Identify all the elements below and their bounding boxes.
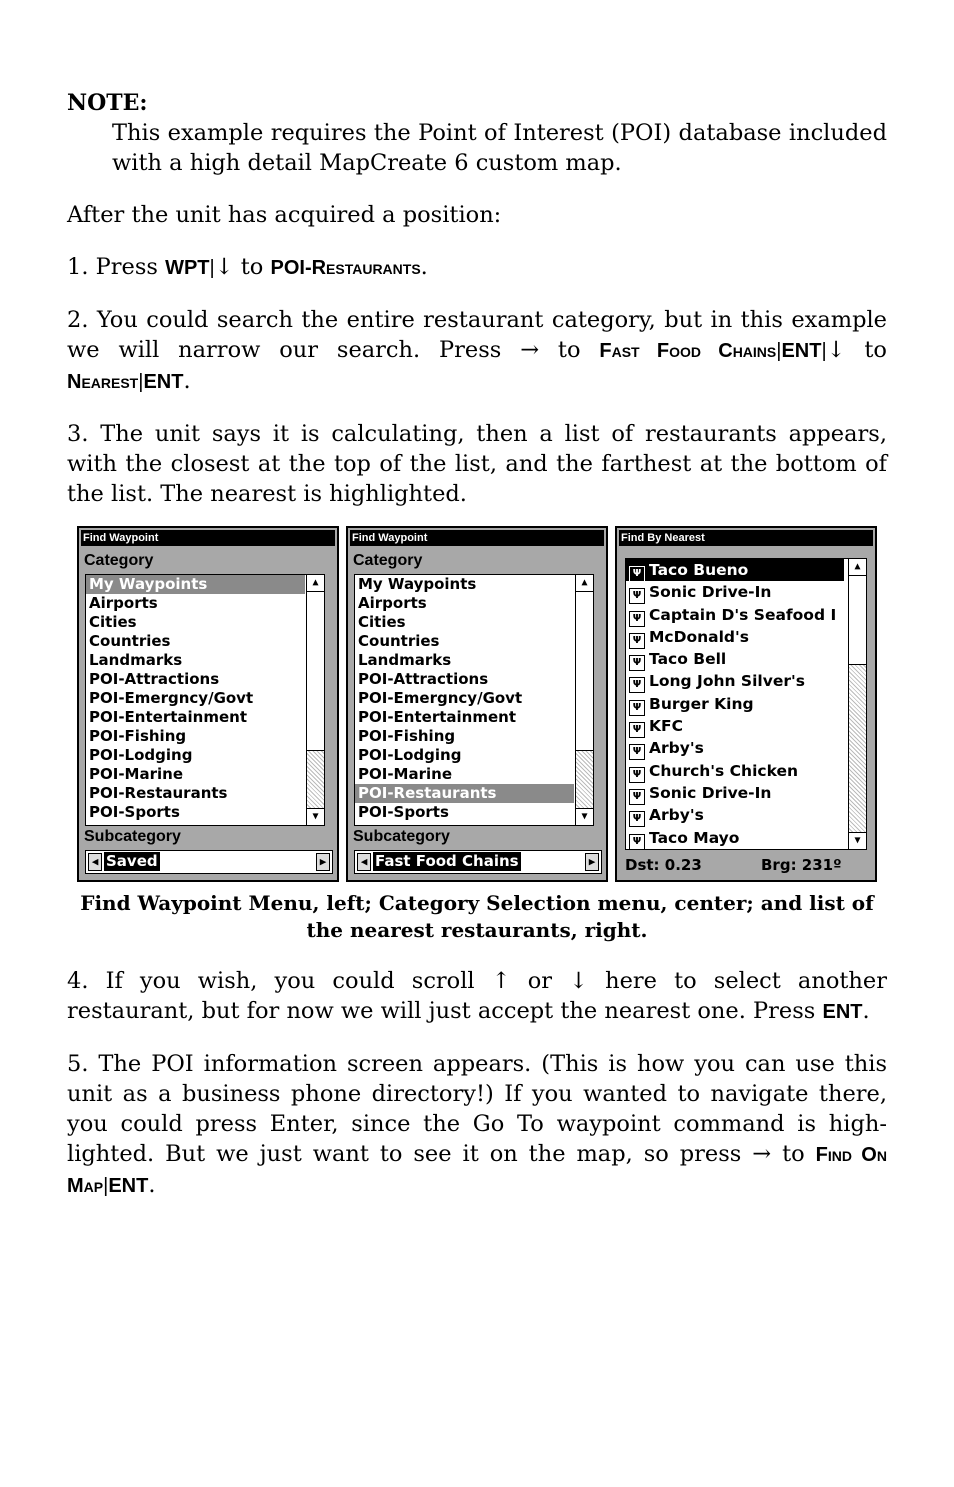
category-list[interactable] <box>354 574 594 826</box>
bearing-readout: Brg: 231º <box>761 856 842 874</box>
list-item[interactable] <box>626 782 866 804</box>
list-item[interactable]: POI-Sports <box>89 803 180 821</box>
document-body <box>67 88 887 509</box>
list-item[interactable]: POI-Emergncy/Govt <box>358 689 523 707</box>
restaurant-icon: Ψ <box>629 789 645 805</box>
list-item[interactable] <box>626 804 866 826</box>
category-label: Category <box>84 552 154 569</box>
list-item[interactable] <box>626 648 866 670</box>
down-arrow-icon: ↓ <box>214 254 234 280</box>
step-5-to: to <box>771 1141 816 1167</box>
scroll-up-icon[interactable]: ▲ <box>307 575 324 592</box>
restaurant-icon: Ψ <box>629 834 645 850</box>
figure-caption: Find Waypoint Menu, left; Category Selection menu, center; and list of the nearest restaurants, right. <box>80 891 874 942</box>
list-item[interactable]: POI-Emergncy/Govt <box>89 689 254 707</box>
list-item[interactable] <box>626 559 844 581</box>
restaurant-icon: Ψ <box>629 611 645 627</box>
right-arrow-icon[interactable]: ▶ <box>316 853 330 871</box>
list-item[interactable]: POI-Marine <box>89 765 183 783</box>
list-item[interactable]: My Waypoints <box>86 575 305 594</box>
restaurant-icon: Ψ <box>629 700 645 716</box>
right-arrow-icon[interactable]: ▶ <box>585 853 599 871</box>
list-item[interactable] <box>626 670 866 692</box>
left-arrow-icon[interactable]: ◀ <box>88 853 102 871</box>
subcategory-value: Saved <box>106 852 158 870</box>
list-item[interactable] <box>626 715 866 737</box>
intro-text: After the unit has acquired a position: <box>67 202 502 228</box>
list-item[interactable]: POI-Attractions <box>89 670 220 688</box>
list-item[interactable]: Cities <box>358 613 406 631</box>
step-5-end: . <box>148 1172 156 1198</box>
down-arrow-icon: ↓ <box>826 337 846 363</box>
list-item[interactable]: Countries <box>89 632 171 650</box>
key-ent: ENT <box>822 1001 863 1023</box>
key-ent: ENT <box>108 1175 149 1197</box>
list-item-label: Captain D's Seafood I <box>649 605 837 624</box>
restaurant-icon: Ψ <box>629 633 645 649</box>
distance-readout: Dst: 0.23 <box>625 856 702 874</box>
step-3: 3. The unit says it is calculating, then a list of restaurants appears, with the closest at the top of the list, and the farthest at the bottom of the list. The nearest is highlighted. <box>67 421 887 507</box>
list-item[interactable]: Landmarks <box>89 651 183 669</box>
separator: | <box>103 1175 109 1197</box>
scroll-up-icon[interactable]: ▲ <box>849 559 866 576</box>
subcategory-label: Subcategory <box>84 828 181 845</box>
screen-title: Find Waypoint <box>350 530 604 546</box>
list-item[interactable]: POI-Entertainment <box>89 708 247 726</box>
restaurant-icon: Ψ <box>629 566 645 582</box>
document-body-continued <box>67 966 887 1201</box>
screen-find-waypoint-center <box>346 526 608 882</box>
separator: | <box>821 340 827 362</box>
list-item-label: Arby's <box>649 806 704 825</box>
list-item[interactable]: POI-Lodging <box>358 746 462 764</box>
screen-title: Find Waypoint <box>81 530 335 546</box>
step-4 <box>67 966 887 1027</box>
screen-find-waypoint-left <box>77 526 339 882</box>
list-item[interactable] <box>626 737 866 759</box>
note-title: NOTE: <box>67 90 148 116</box>
step-2-text: 2. You could search the entire restaurant category, but in this example we will narrow our search. Press <box>67 307 887 363</box>
scroll-down-icon[interactable]: ▼ <box>849 832 866 849</box>
step-5 <box>67 1049 887 1201</box>
list-item[interactable]: Cities <box>89 613 137 631</box>
separator: | <box>209 257 215 279</box>
key-poi-restaurants: POI-Restaurants <box>270 257 421 279</box>
left-arrow-icon[interactable]: ◀ <box>357 853 371 871</box>
key-find-on-map: Find On Map <box>67 1144 887 1197</box>
list-item[interactable]: POI-Entertainment <box>358 708 516 726</box>
list-item-label: Sonic Drive-In <box>649 783 772 802</box>
list-item[interactable]: Airports <box>358 594 427 612</box>
subcategory-selector[interactable] <box>354 850 602 874</box>
category-list[interactable] <box>85 574 325 826</box>
scroll-thumb[interactable] <box>576 591 593 751</box>
list-item[interactable]: POI-Attractions <box>358 670 489 688</box>
subcategory-label: Subcategory <box>353 828 450 845</box>
restaurant-icon: Ψ <box>629 722 645 738</box>
nearest-list[interactable] <box>625 558 867 850</box>
restaurant-icon: Ψ <box>629 677 645 693</box>
restaurant-icon: Ψ <box>629 744 645 760</box>
step-2-to: to <box>539 337 600 363</box>
subcategory-value: Fast Food Chains <box>375 852 519 870</box>
step-4-text: 4. If you wish, you could scroll ↑ or ↓ here to select another restaurant, but for now we will just accept the nearest one. Press <box>67 968 887 1024</box>
list-item[interactable]: POI-Lodging <box>89 746 193 764</box>
step-1-to: to <box>233 254 271 280</box>
note-body: This example requires the Point of Interest (POI) database included with a high detail MapCreate 6 custom map. <box>112 120 887 176</box>
scroll-thumb[interactable] <box>307 591 324 751</box>
list-item[interactable]: Countries <box>358 632 440 650</box>
scroll-down-icon[interactable]: ▼ <box>576 808 593 825</box>
list-item-label: Long John Silver's <box>649 672 805 691</box>
step-1 <box>67 252 887 283</box>
list-item-label: Taco Bell <box>649 650 727 669</box>
step-2 <box>67 305 887 397</box>
list-item[interactable] <box>626 760 866 782</box>
list-item-label: Burger King <box>649 694 754 713</box>
scrollbar[interactable] <box>848 559 866 849</box>
list-item[interactable]: POI-Restaurants <box>355 784 574 803</box>
restaurant-icon: Ψ <box>629 588 645 604</box>
list-item[interactable] <box>626 693 866 715</box>
step-2-to: to <box>845 337 887 363</box>
step-2-end: . <box>183 368 191 394</box>
screen-find-by-nearest <box>615 526 877 882</box>
right-arrow-icon: → <box>752 1141 772 1167</box>
restaurant-icon: Ψ <box>629 811 645 827</box>
list-item-label: Church's Chicken <box>649 761 799 780</box>
step-1-end: . <box>420 254 428 280</box>
restaurant-icon: Ψ <box>629 767 645 783</box>
list-item[interactable] <box>626 626 866 648</box>
step-4-end: . <box>862 998 870 1024</box>
list-item-label: Sonic Drive-In <box>649 583 772 602</box>
scroll-up-icon[interactable]: ▲ <box>576 575 593 592</box>
scrollbar[interactable] <box>575 575 593 825</box>
scroll-down-icon[interactable]: ▼ <box>307 808 324 825</box>
step-1-text: 1. Press <box>67 254 166 280</box>
separator: | <box>776 340 782 362</box>
list-item-label: Arby's <box>649 739 704 758</box>
right-arrow-icon: → <box>520 337 540 363</box>
list-item-label: McDonald's <box>649 627 750 646</box>
key-ent: ENT <box>781 340 822 362</box>
list-item-label: KFC <box>649 717 683 736</box>
list-item[interactable]: My Waypoints <box>358 575 477 593</box>
separator: | <box>138 371 144 393</box>
step-5-text: 5. The POI information screen appears. (This is how you can use this unit as a business phone directory!) If you wanted to navigate there, you could press Enter, since the Go To waypoint command is high-lighted. But we just want to see it on the map, so press <box>67 1051 887 1167</box>
list-item[interactable] <box>626 827 866 849</box>
key-ent: ENT <box>143 371 184 393</box>
list-item[interactable]: POI-Fishing <box>89 727 187 745</box>
key-wpt: WPT <box>165 257 210 279</box>
list-item[interactable]: POI-Fishing <box>358 727 456 745</box>
key-fast-food-chains: Fast Food Chains <box>599 340 777 362</box>
list-item[interactable] <box>626 581 866 603</box>
key-nearest: Nearest <box>67 371 139 393</box>
category-label: Category <box>353 552 423 569</box>
scroll-thumb[interactable] <box>849 575 866 665</box>
list-item-label: Taco Bueno <box>649 561 749 579</box>
list-item-label: Taco Mayo <box>649 828 740 847</box>
list-item[interactable]: Landmarks <box>358 651 452 669</box>
restaurant-icon: Ψ <box>629 655 645 671</box>
list-item[interactable] <box>626 604 866 626</box>
screen-title: Find By Nearest <box>619 530 873 546</box>
subcategory-selector[interactable] <box>85 850 333 874</box>
scrollbar[interactable] <box>306 575 324 825</box>
list-item[interactable]: POI-Sports <box>358 803 449 821</box>
list-item[interactable]: POI-Restaurants <box>89 784 228 802</box>
list-item[interactable]: Airports <box>89 594 158 612</box>
list-item[interactable]: POI-Marine <box>358 765 452 783</box>
